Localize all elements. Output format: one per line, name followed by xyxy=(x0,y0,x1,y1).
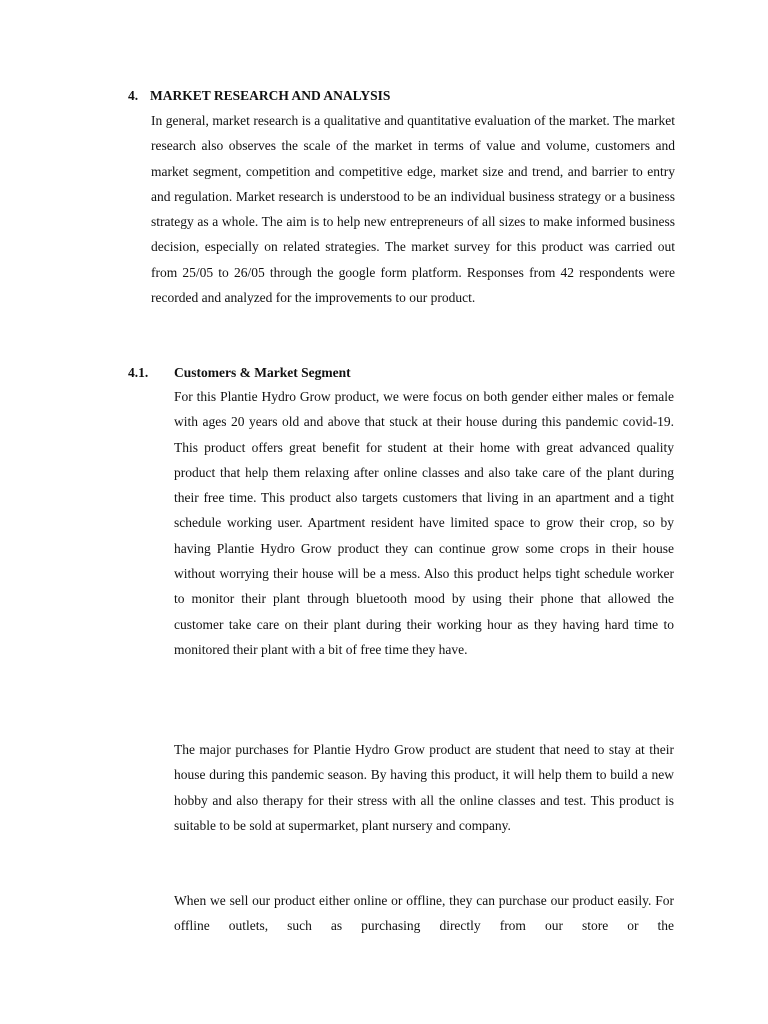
section-number: 4. xyxy=(128,88,139,103)
customers-paragraph-1 xyxy=(174,359,674,662)
customers-paragraph-2: The major purchases for Plantie Hydro Grow product are student that need to stay at their house during this pandemic season. By having this product, it will help them to build a new hobby and also therapy for their stress with all the online classes and test. This product is suitable to be sold at supermarket, plant nursery and company. xyxy=(174,742,674,833)
heading-spacer xyxy=(174,359,674,384)
section-heading-market-research xyxy=(128,87,688,105)
subsection-title: Customers & Market Segment xyxy=(174,365,351,380)
customers-paragraph-3: When we sell our product either online or offline, they can purchase our product easily. For offline outlets, such as purchasing directly from our store or the xyxy=(174,893,674,934)
section-title: MARKET RESEARCH AND ANALYSIS xyxy=(150,88,391,103)
market-research-paragraph: In general, market research is a qualitative and quantitative evaluation of the market. The market research also observes the scale of the market in terms of value and volume, customers and market segment, competition and competitive edge, market size and trend, and barrier to entry and regulation. Market research is understood to be an individual business strategy or a business strategy as a whole. The aim is to help new entrepreneurs of all sizes to make informed business decision, especially on related strategies. The market survey for this product was carried out from 25/05 to 26/05 through the google form platform. Responses from 42 respondents were recorded and analyzed for the improvements to our product. xyxy=(151,113,675,306)
customers-paragraph-1-text: For this Plantie Hydro Grow product, we were focus on both gender either males or female with ages 20 years old and above that stuck at their house during this pandemic covid-19. This product offers great benefit for student at their home with great advanced quality product that help them relaxing after online classes and also take care of the plant during their free time. This product also targets customers that living in an apartment and a tight schedule working user. Apartment resident have limited space to grow their crop, so by having Plantie Hydro Grow product they can continue grow some crops in their house without worrying their house will be a mess. Also this product helps tight schedule worker to monitor their plant through bluetooth mood by using their phone that allowed the customer take care on their plant during their working hour as they having hard time to monitored their plant with a bit of free time they have. xyxy=(174,389,674,657)
subsection-number: 4.1. xyxy=(128,365,149,380)
